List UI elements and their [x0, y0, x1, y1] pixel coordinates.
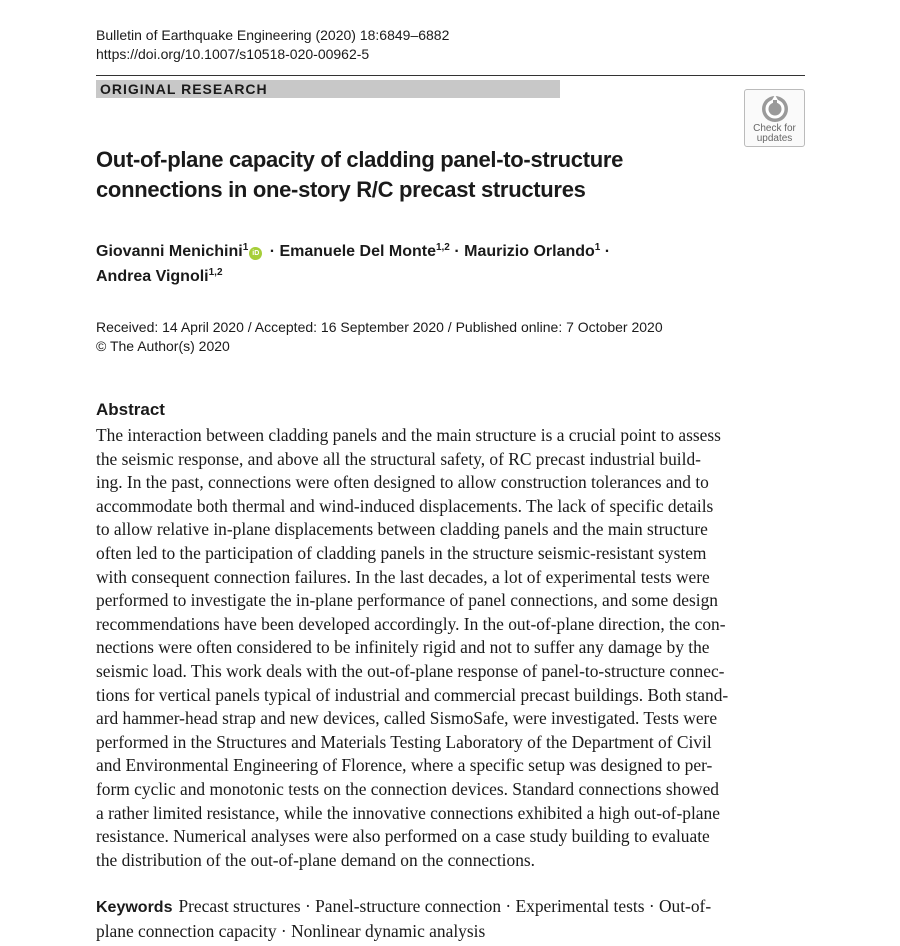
keywords-text-2: plane connection capacity · Nonlinear dynamic analysis [96, 920, 486, 941]
abstract-heading: Abstract [96, 400, 165, 419]
abstract-line: resistance. Numerical analyses were also performed on a case study building to evaluate [96, 826, 710, 847]
abstract-text [96, 424, 805, 872]
author-separator: · [269, 243, 276, 260]
journal-citation: Bulletin of Earthquake Engineering (2020) 18:6849–6882 [96, 27, 450, 43]
author-affiliation: 1,2 [435, 242, 450, 253]
abstract-line: ard hammer-head strap and new devices, called SismoSafe, were investigated. Tests were [96, 708, 718, 729]
abstract-line: nections were often considered to be infinitely rigid and not to suffer any damage by the [96, 637, 710, 658]
keywords-label: Keywords [96, 899, 173, 916]
section-label: ORIGINAL RESEARCH [96, 80, 560, 98]
keywords-text-1: Precast structures · Panel-structure connection · Experimental tests · Out-of- [178, 896, 712, 916]
author-affiliation: 1 [594, 242, 601, 253]
author-line-1 [96, 239, 716, 264]
abstract-line: with consequent connection failures. In the last decades, a lot of experimental tests were [96, 566, 710, 587]
abstract-line: the seismic response, and above all the structural safety, of RC precast industrial build- [96, 448, 701, 469]
abstract-line: tions for vertical panels typical of industrial and commercial precast buildings. Both stand- [96, 684, 729, 705]
header-rule [96, 75, 805, 76]
author-name[interactable]: Emanuele Del Monte [279, 243, 436, 260]
abstract-line: ing. In the past, connections were often designed to allow construction tolerances and to [96, 472, 709, 493]
abstract-line: form cyclic and monotonic tests on the connection devices. Standard connections showed [96, 778, 719, 799]
abstract-line: performed in the Structures and Materials Testing Laboratory of the Department of Civil [96, 731, 712, 752]
author-line-2 [96, 264, 716, 289]
abstract-line: and Environmental Engineering of Florence, where a specific setup was designed to per- [96, 755, 713, 776]
author-affiliation: 1 [242, 242, 249, 253]
abstract-line: performed to investigate the in-plane performance of panel connections, and some design [96, 590, 718, 611]
paper-title [96, 145, 716, 205]
abstract-line: seismic load. This work deals with the out-of-plane response of panel-to-structure connec- [96, 660, 725, 681]
copyright-notice: © The Author(s) 2020 [96, 338, 230, 354]
author-name[interactable]: Maurizio Orlando [464, 243, 595, 260]
check-badge-line2: updates [756, 133, 793, 144]
abstract-line: The interaction between cladding panels and the main structure is a crucial point to assess [96, 425, 721, 445]
orcid-icon[interactable]: iD [249, 247, 262, 260]
check-badge-line1: Check for [753, 123, 796, 134]
publication-dates: Received: 14 April 2020 / Accepted: 16 September 2020 / Published online: 7 October 2020 [96, 319, 663, 335]
abstract-line: accommodate both thermal and wind-induced displacements. The lack of specific details [96, 495, 714, 516]
title-line-2: connections in one-story R/C precast structures [96, 177, 586, 202]
abstract-line: to allow relative in-plane displacements between cladding panels and the main structure [96, 519, 708, 540]
abstract-line: recommendations have been developed accordingly. In the out-of-plane direction, the con- [96, 613, 726, 634]
author-separator: · [454, 243, 460, 260]
author-affiliation: 1,2 [208, 267, 223, 278]
check-updates-icon [760, 94, 790, 124]
check-for-updates-badge[interactable] [744, 89, 805, 147]
keywords-line-1 [96, 895, 796, 920]
doi-link[interactable]: https://doi.org/10.1007/s10518-020-00962-5 [96, 46, 370, 62]
publication-dates-block [96, 318, 663, 356]
author-list [96, 239, 716, 289]
abstract-line: often led to the participation of cladding panels in the structure seismic-resistant system [96, 542, 707, 563]
journal-header [96, 26, 449, 64]
abstract-line: a rather limited resistance, while the innovative connections exhibited a high out-of-plane [96, 802, 720, 823]
author-separator: · [604, 243, 611, 260]
abstract-line: the distribution of the out-of-plane demand on the connections. [96, 849, 536, 870]
keywords-block [96, 895, 796, 943]
title-line-1: Out-of-plane capacity of cladding panel-to-structure [96, 147, 624, 172]
author-name[interactable]: Giovanni Menichini [96, 243, 243, 260]
author-name[interactable]: Andrea Vignoli [96, 268, 209, 285]
